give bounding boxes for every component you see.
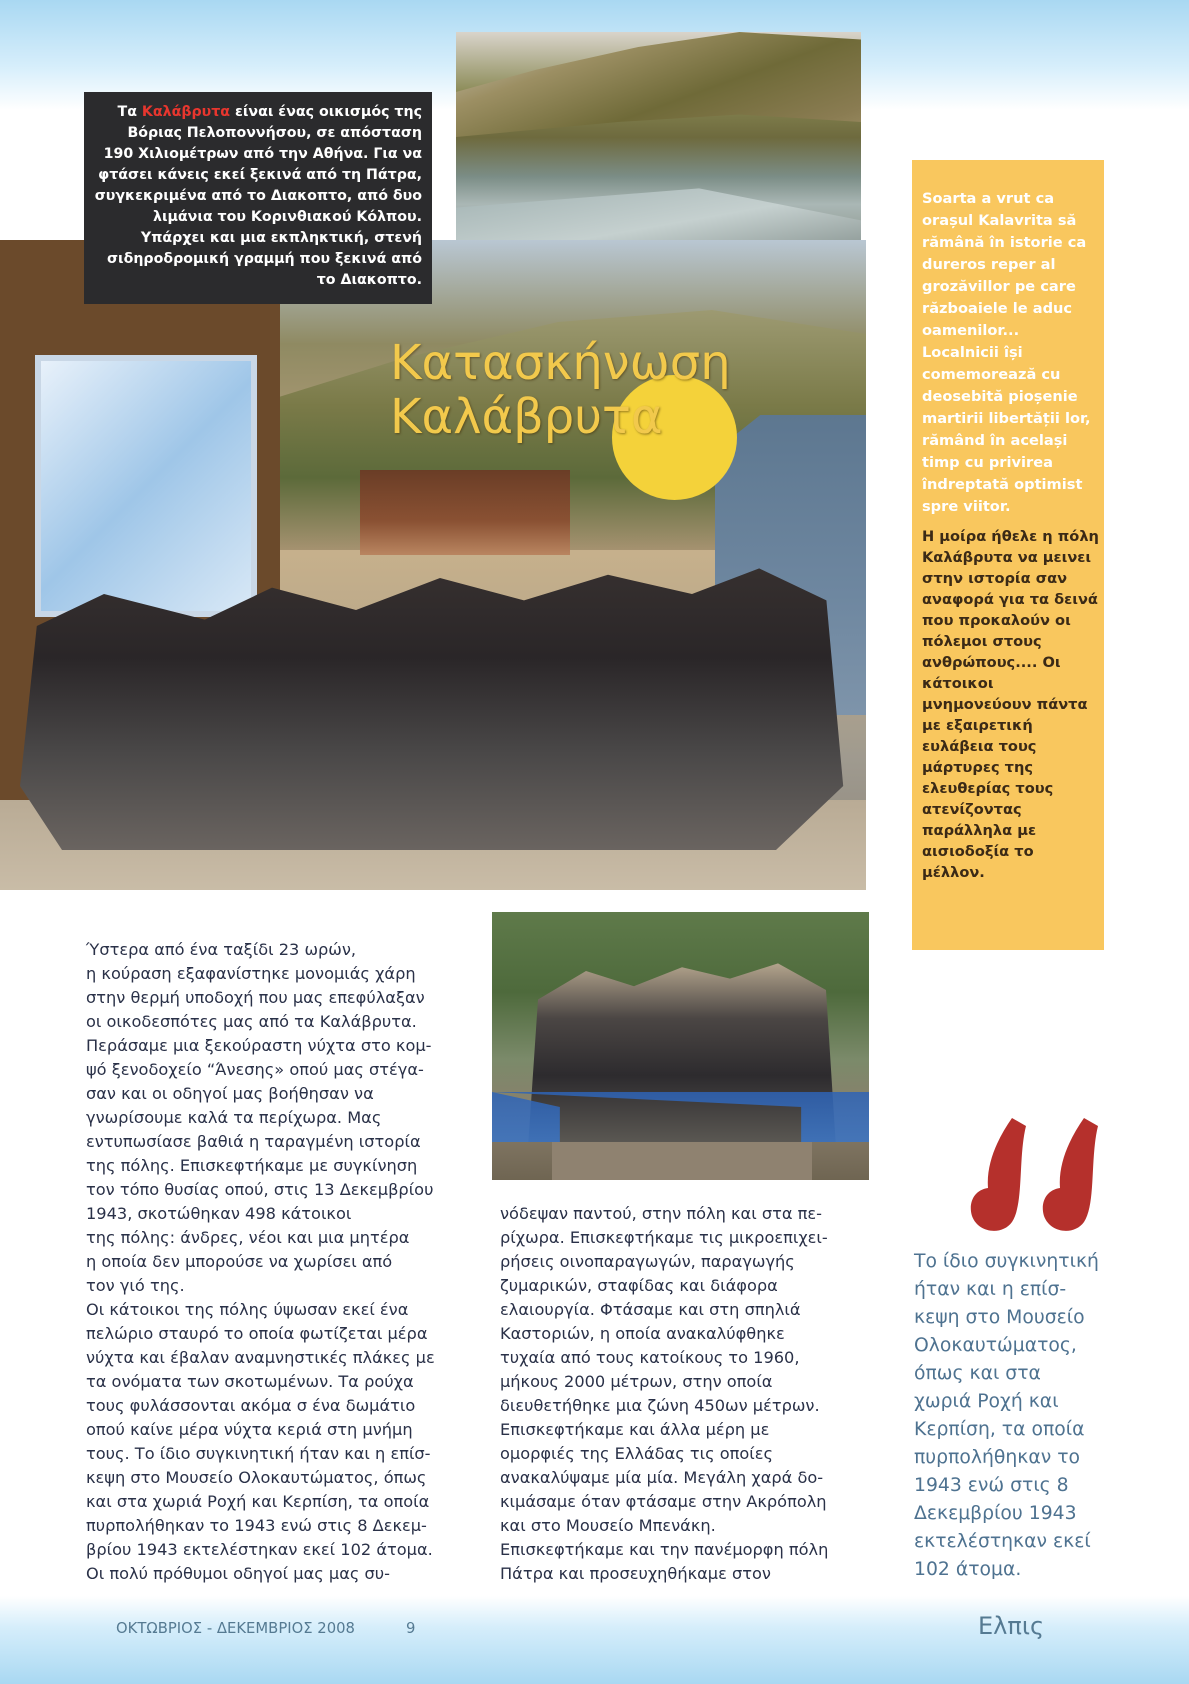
footer-magazine-name: Ελπις xyxy=(978,1612,1045,1640)
quote-mark-icon xyxy=(968,1118,1108,1238)
photo-group-people xyxy=(522,952,842,1142)
footer-page-number: 9 xyxy=(406,1620,416,1637)
page-title xyxy=(390,336,790,444)
photo-hillside xyxy=(456,32,861,182)
photo-ski-map xyxy=(35,355,257,617)
title-line-1: Κατασκήνωση xyxy=(390,335,731,391)
sidebar-romanian-text: Soarta a vrut ca orașul Kalavrita să rămână în istorie ca dureros reper al grozăvillor pe care războaiele le aduc oamenilor... Localnicii își comemorează cu deosebită pioșenie martirii libertății lor, rămând în același timp cu privirea îndreptată optimist spre viitor. xyxy=(922,190,1091,515)
intro-prefix: Τα xyxy=(117,104,142,120)
group-bridge-photo xyxy=(492,912,869,1180)
intro-box xyxy=(84,92,432,304)
title-line-2: Καλάβρυτα xyxy=(390,389,663,445)
photo-bridge-floor xyxy=(552,1142,812,1180)
body-column-1: Ύστερα από ένα ταξίδι 23 ωρών, η κούραση εξαφανίστηκε μονομιάς χάρη στην θερμή υποδοχή που μας επεφύλαξαν οι οικοδεσπότες μας από τα Καλάβρυτα. Περάσαμε μια ξεκούραστη νύχτα στο κομ- ψό ξενοδοχείο “Άνεσης» οπού μας στέγα- σαν και οι οδηγοί μας βοήθησαν να γνωρίσουμε καλά τα περίχωρα. Μας εντυπωσίασε βαθιά η ταραγμένη ιστορία της πόλης. Επισκεφτήκαμε με συγκίνηση τον τόπο θυσίας οπού, στις 13 Δεκεμβρίου 1943, σκοτώθηκαν 498 κάτοικοι της πόλης: άνδρες, νέοι και μια μητέρα η οποία δεν μπορούσε να χωρίσει από τον γιό της. Οι κάτοικοι της πόλης ύψωσαν εκεί ένα πελώριο σταυρό το οποία φωτίζεται μέρα νύχτα και έβαλαν αναμνηστικές πλάκες με τα ονόματα των σκοτωμένων. Τα ρούχα τους φυλάσσονται ακόμα σ ένα δωμάτιο οπού καίνε μέρα νύχτα κεριά στη μνήμη τους. Το ίδιο συγκινητική ήταν και η επίσ- κεψη στο Μουσείο Ολοκαυτώματος, όπως και στα χωριά Ροχή και Κερπίση, τα οποία πυρπολήθηκαν το 1943 ενώ στις 8 Δεκεμ- βρίου 1943 εκτελέστηκαν εκεί 102 άτομα. Οι πολύ πρόθυμοι οδηγοί μας μας συ- xyxy=(86,940,435,1583)
pull-quote: Το ίδιο συγκινητική ήταν και η επίσ-κεψη στο Μουσείο Ολοκαυτώματος, όπως και στα χωριά Ροχή και Κερπίση, τα οποία πυρπολήθηκαν το 1943 ενώ στις 8 Δεκεμβρίου 1943 εκτελέστηκαν εκεί 102 άτομα. xyxy=(914,1251,1099,1580)
bottom-gradient-band xyxy=(0,1596,1189,1684)
sidebar-greek-text: Η μοίρα ήθελε η πόλη Καλάβρυτα να μεινει στην ιστορία σαν αναφορά για τα δεινά που προκαλούν οι πόλεμοι στους ανθρώπους.... Οι κάτοικοι μνημονεύουν πάντα με εξαιρετική ευλάβεια τους μάρτυρες της ελευθερίας τους ατενίζοντας παράλληλα με αισιοδοξία το μέλλον. xyxy=(922,528,1099,881)
intro-highlight: Καλάβρυτα xyxy=(141,104,231,120)
photo-cabin xyxy=(360,470,570,555)
footer-issue-date: ΟΚΤΩΒΡΙΟΣ - ΔΕΚΕΜΒΡΙΟΣ 2008 xyxy=(116,1620,355,1637)
intro-text: είναι ένας οικισμός της Βόριας Πελοποννήσου, σε απόσταση 190 Χιλιομέτρων από την Αθήνα. Για να φτάσει κάνεις εκεί ξεκινά από τη Πάτρα, συγκεκριμένα από το Διακοπτο, από δυο λιμάνια του Κορινθιακού Κόλπου. Υπάρχει και μια εκπληκτική, στενή σιδηροδρομική γραμμή που ξεκινά από το Διακοπτο. xyxy=(94,104,422,288)
body-column-2: νόδεψαν παντού, στην πόλη και στα πε- ρίχωρα. Επισκεφτήκαμε τις μικροεπιχει- ρήσεις οινοπαραγωγών, παραγωγής ζυμαρικών, σταφίδας και διάφορα ελαιουργία. Φτάσαμε και στη σπηλιά Καστοριών, η οποία ανακαλύφθηκε τυχαία από τους κατοίκους το 1960, μήκους 2000 μέτρων, στην οποία διευθετήθηκε μια ζώνη 450ων μέτρων. Επισκεφτήκαμε και άλλα μέρη με ομορφιές της Ελλάδας τις οποίες ανακαλύψαμε μία μία. Μεγάλη χαρά δο- κιμάσαμε όταν φτάσαμε στην Ακρόπολη και στο Μουσείο Μπενάκη. Επισκεφτήκαμε και την πανέμορφη πόλη Πάτρα και προσευχηθήκαμε στον xyxy=(500,1204,829,1583)
